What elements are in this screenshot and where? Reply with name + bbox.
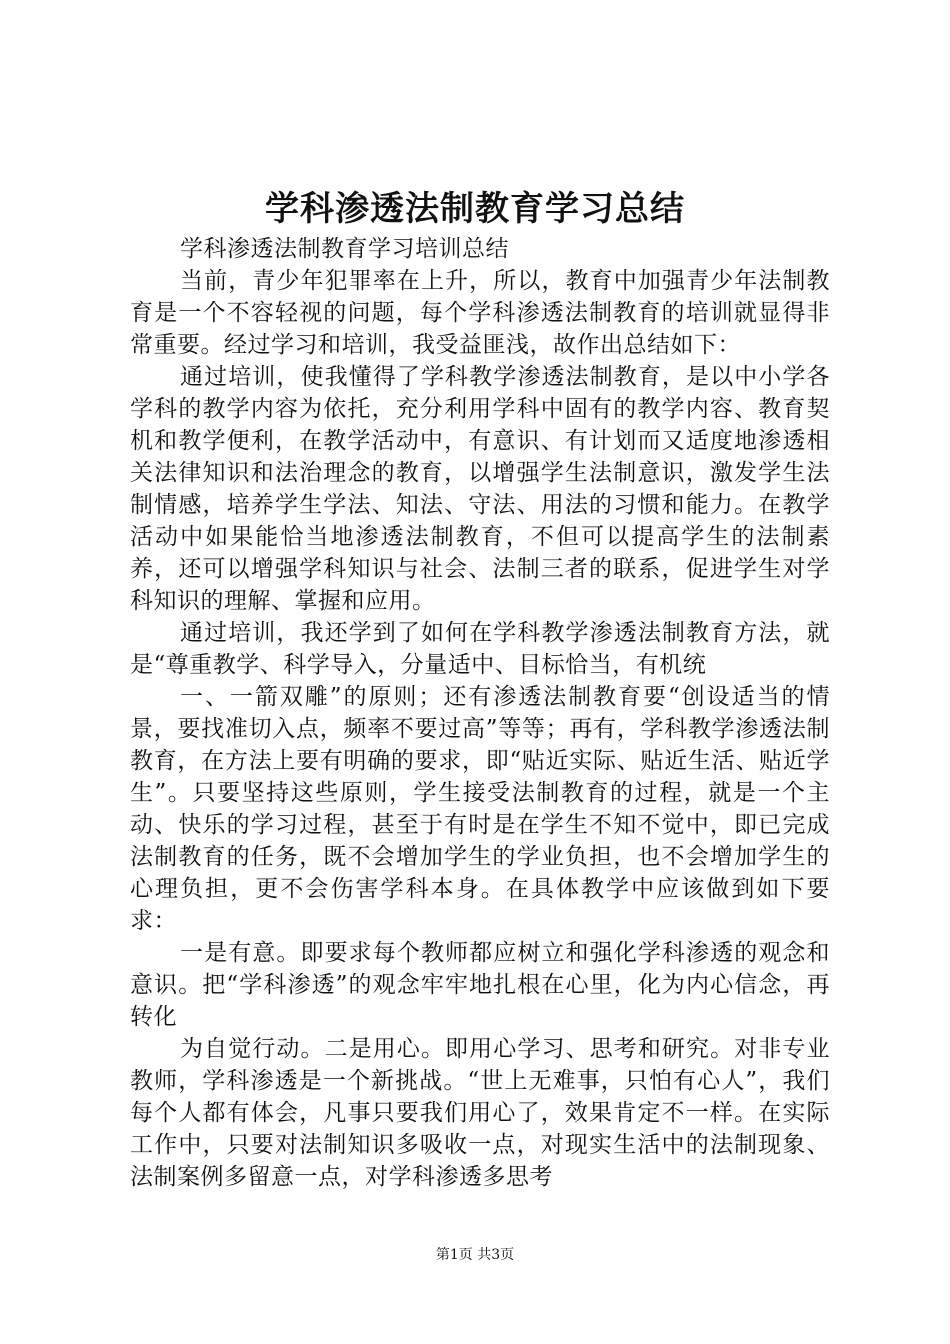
document-title: 学科渗透法制教育学习总结 [265,189,685,229]
document-body [130,233,830,1193]
paragraph: 为自觉行动。二是用心。即用心学习、思考和研究。对非专业教师，学科渗透是一个新挑战。“世上无难事，只怕有心人”，我们每个人都有体会，凡事只要我们用心了，效果肯定不一样。在实际工作中，只要对法制知识多吸收一点，对现实生活中的法制现象、法制案例多留意一点，对学科渗透多思考 [130,1036,830,1190]
paragraph: 当前，青少年犯罪率在上升，所以，教育中加强青少年法制教育是一个不容轻视的问题，每个学科渗透法制教育的培训就显得非常重要。经过学习和培训，我受益匪浅，故作出总结如下： [130,268,830,358]
paragraph: 一、一箭双雕”的原则；还有渗透法制教育要“创设适当的情景，要找准切入点，频率不要过高”等等；再有，学科教学渗透法制教育，在方法上要有明确的要求，即“贴近实际、贴近生活、贴近学生”。只要坚持这些原则，学生接受法制教育的过程，就是一个主动、快乐的学习过程，甚至于有时是在学生不知不觉中，即已完成法制教育的任务，既不会增加学生的学业负担，也不会增加学生的心理负担，更不会伤害学科本身。在具体教学中应该做到如下要求： [130,684,830,934]
paragraph: 通过培训，我还学到了如何在学科教学渗透法制教育方法，就是“尊重教学、科学导入，分量适中、目标恰当，有机统 [130,620,830,678]
paragraph: 一是有意。即要求每个教师都应树立和强化学科渗透的观念和意识。把“学科渗透”的观念牢牢地扎根在心里，化为内心信念，再转化 [130,940,830,1030]
page-footer: 第1页 共3页 [435,1247,515,1263]
paragraph: 通过培训，使我懂得了学科教学渗透法制教育，是以中小学各学科的教学内容为依托，充分利用学科中固有的教学内容、教育契机和教学便利，在教学活动中，有意识、有计划而又适度地渗透相关法律知识和法治理念的教育，以增强学生法制意识，激发学生法制情感，培养学生学法、知法、守法、用法的习惯和能力。在教学活动中如果能恰当地渗透法制教育，不但可以提高学生的法制素养，还可以增强学科知识与社会、法制三者的联系，促进学生对学科知识的理解、掌握和应用。 [130,364,830,614]
paragraph-subtitle: 学科渗透法制教育学习培训总结 [180,236,509,262]
